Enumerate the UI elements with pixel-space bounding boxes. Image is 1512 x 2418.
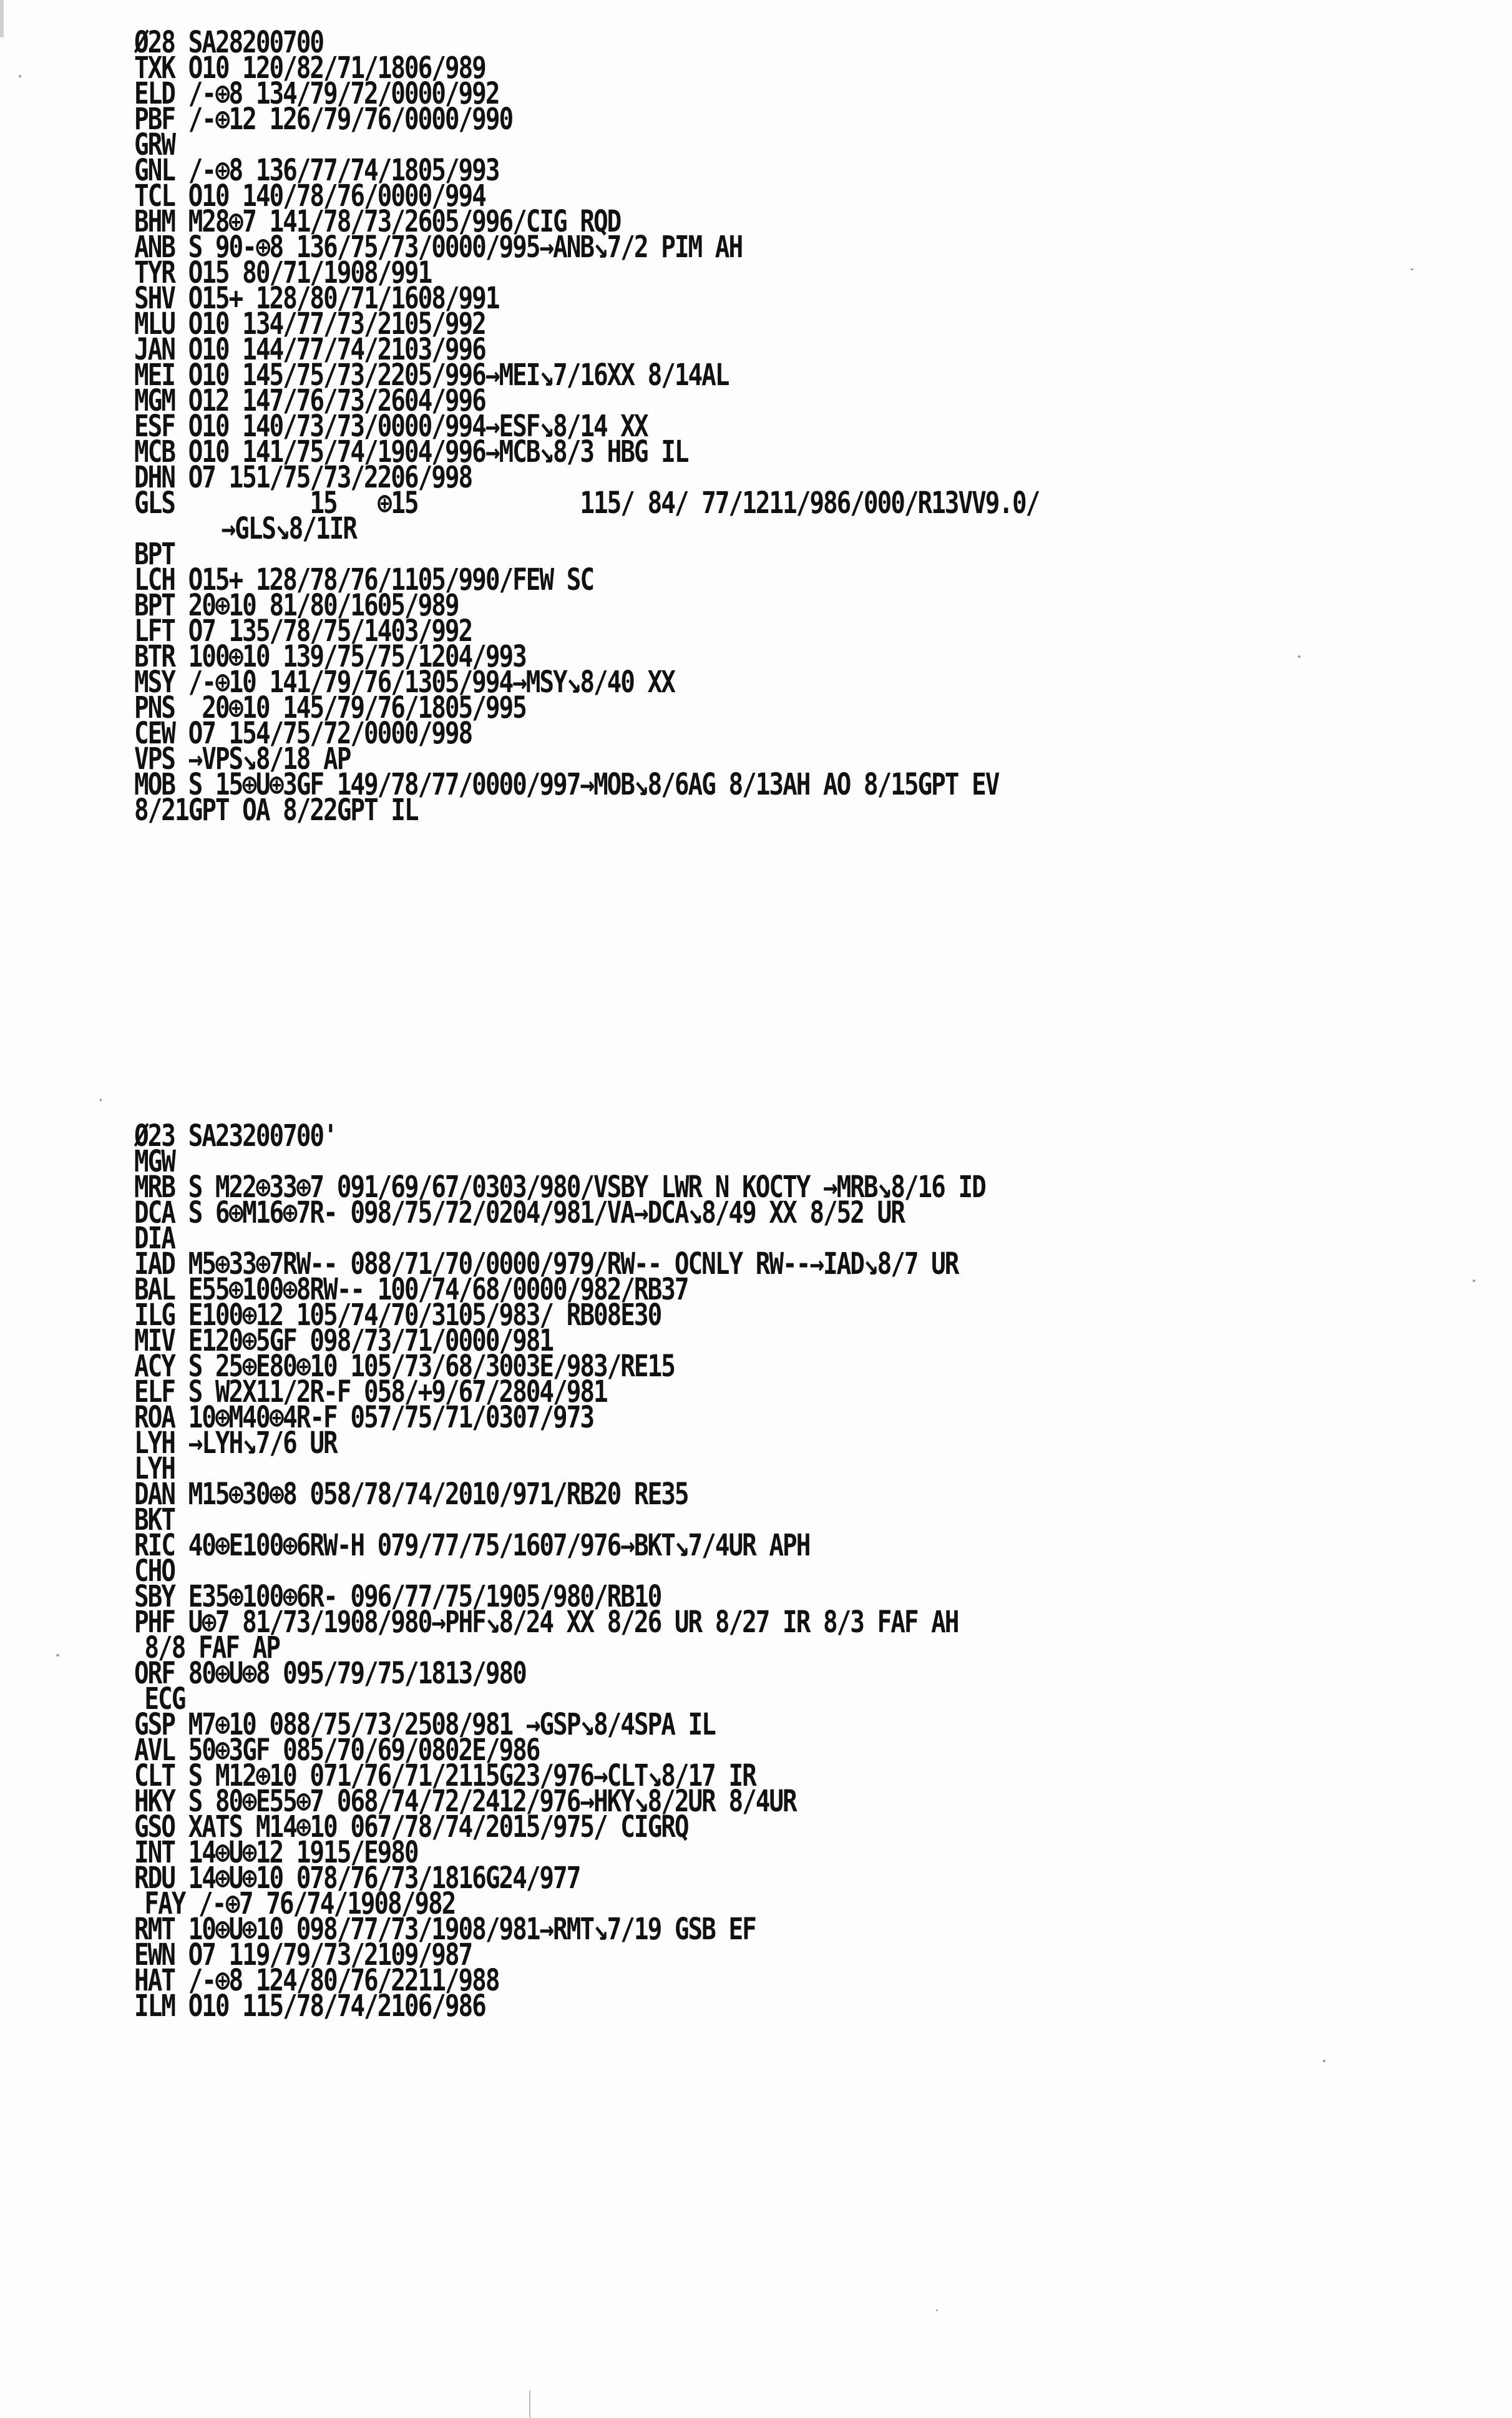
station-line: TYR O15 80/71/1908/991 — [134, 255, 432, 290]
station-continuation-line: 8/21GPT OA 8/22GPT IL — [134, 793, 418, 828]
station-line: MOB S 15⊕U⊕3GF 149/78/77/0000/997→MOB↘8/6AG 8/13AH AO 8/15GPT EV — [134, 767, 999, 802]
paper-edge-mark — [0, 0, 4, 37]
station-line: RIC 40⊕E100⊕6RW-H 079/77/75/1607/976→BKT↘7/4UR APH — [134, 1528, 810, 1563]
paper-speck — [1323, 2060, 1325, 2062]
station-line: ECG — [144, 1681, 185, 1716]
station-line: HKY S 80⊕E55⊕7 068/74/72/2412/976→HKY↘8/2UR 8/4UR — [134, 1784, 796, 1819]
station-line: GRW — [134, 127, 175, 162]
weather-report-block-1 — [134, 25, 1476, 828]
station-line: GSO XATS M14⊕10 067/78/74/2015/975/ CIGRQ — [134, 1809, 688, 1844]
station-line: CLT S M12⊕10 071/76/71/2115G23/976→CLT↘8/17 IR — [134, 1758, 756, 1793]
station-line: RDU 14⊕U⊕10 078/76/73/1816G24/977 — [134, 1861, 580, 1896]
station-line: RMT 10⊕U⊕10 098/77/73/1908/981→RMT↘7/19 GSB EF — [134, 1912, 756, 1947]
station-line: BAL E55⊕100⊕8RW-- 100/74/68/0000/982/RB37 — [134, 1272, 688, 1307]
station-line: GLS 15 ⊕15 115/ 84/ 77/1211/986/000/R13VV9.0/ — [134, 486, 1040, 521]
station-line: ANB S 90-⊕8 136/75/73/0000/995→ANB↘7/2 PIM AH — [134, 230, 743, 265]
paper-speck — [56, 1654, 59, 1657]
paper-fold-mark — [529, 2391, 530, 2418]
station-line: MSY /-⊕10 141/79/76/1305/994→MSY↘8/40 XX — [134, 665, 675, 700]
station-line: MCB O10 141/75/74/1904/996→MCB↘8/3 HBG IL — [134, 434, 688, 469]
station-line: MGW — [134, 1144, 175, 1179]
station-line: PHF U⊕7 81/73/1908/980→PHF↘8/24 XX 8/26 UR 8/27 IR 8/3 FAF AH — [134, 1605, 958, 1640]
station-line: MEI O10 145/75/73/2205/996→MEI↘7/16XX 8/14AL — [134, 358, 729, 393]
station-line: BKT — [134, 1502, 175, 1537]
station-line: EWN O7 119/79/73/2109/987 — [134, 1937, 472, 1972]
station-line: ILG E100⊕12 105/74/70/3105/983/ RB08E30 — [134, 1298, 661, 1333]
station-line: ESF O10 140/73/73/0000/994→ESF↘8/14 XX — [134, 409, 648, 444]
paper-speck — [100, 1099, 102, 1102]
station-line: HAT /-⊕8 124/80/76/2211/988 — [134, 1963, 499, 1998]
station-line: DCA S 6⊕M16⊕7R- 098/75/72/0204/981/VA→DCA↘8/49 XX 8/52 UR — [134, 1195, 904, 1230]
station-line: ELD /-⊕8 134/79/72/0000/992 — [134, 76, 499, 111]
station-line: LCH O15+ 128/78/76/1105/990/FEW SC — [134, 562, 593, 597]
station-line: CHO — [134, 1554, 175, 1588]
station-continuation-line: 8/8 FAF AP — [144, 1630, 280, 1665]
station-line: AVL 50⊕3GF 085/70/69/0802E/986 — [134, 1733, 540, 1768]
station-line: JAN O10 144/77/74/2103/996 — [134, 332, 485, 367]
report-header: Ø28 SA28200700 — [134, 25, 324, 60]
weather-report-block-2 — [134, 1118, 1476, 2024]
station-line: VPS →VPS↘8/18 AP — [134, 742, 351, 776]
station-line: ROA 10⊕M40⊕4R-F 057/75/71/0307/973 — [134, 1400, 593, 1435]
station-line: MRB S M22⊕33⊕7 091/69/67/0303/980/VSBY LWR N KOCTY →MRB↘8/16 ID — [134, 1170, 985, 1205]
station-line: IAD M5⊕33⊕7RW-- 088/71/70/0000/979/RW-- OCNLY RW--→IAD↘8/7 UR — [134, 1246, 958, 1281]
station-line: ACY S 25⊕E80⊕10 105/73/68/3003E/983/RE15 — [134, 1349, 675, 1384]
station-line: ILM O10 115/78/74/2106/986 — [134, 1989, 485, 2024]
station-line: MGM O12 147/76/73/2604/996 — [134, 383, 485, 418]
station-line: ELF S W2X11/2R-F 058/+9/67/2804/981 — [134, 1374, 607, 1409]
paper-speck — [936, 2309, 938, 2311]
station-line: SHV O15+ 128/80/71/1608/991 — [134, 281, 499, 316]
station-line: ORF 80⊕U⊕8 095/79/75/1813/980 — [134, 1656, 526, 1691]
paper-speck — [19, 75, 21, 77]
station-line: GNL /-⊕8 136/77/74/1805/993 — [134, 153, 499, 188]
station-line: INT 14⊕U⊕12 1915/E980 — [134, 1835, 418, 1870]
report-header: Ø23 SA23200700' — [134, 1118, 337, 1153]
station-line: SBY E35⊕100⊕6R- 096/77/75/1905/980/RB10 — [134, 1579, 661, 1614]
station-line: DAN M15⊕30⊕8 058/78/74/2010/971/RB20 RE35 — [134, 1477, 688, 1512]
station-line: DHN O7 151/75/73/2206/998 — [134, 460, 472, 495]
station-line: GSP M7⊕10 088/75/73/2508/981 →GSP↘8/4SPA IL — [134, 1707, 715, 1742]
station-line: LYH — [134, 1451, 175, 1486]
station-line: BPT — [134, 537, 175, 572]
station-line: BHM M28⊕7 141/78/73/2605/996/CIG RQD — [134, 204, 621, 239]
station-line: FAY /-⊕7 76/74/1908/982 — [144, 1886, 456, 1921]
station-line: PNS 20⊕10 145/79/76/1805/995 — [134, 690, 526, 725]
station-line: MIV E120⊕5GF 098/73/71/0000/981 — [134, 1323, 554, 1358]
station-line: CEW O7 154/75/72/0000/998 — [134, 716, 472, 751]
station-line: TCL O10 140/78/76/0000/994 — [134, 179, 485, 213]
station-line: LFT O7 135/78/75/1403/992 — [134, 614, 472, 649]
station-continuation-line: →GLS↘8/1IR — [221, 511, 356, 546]
station-line: BTR 100⊕10 139/75/75/1204/993 — [134, 639, 526, 674]
station-line: MLU O10 134/77/73/2105/992 — [134, 306, 485, 341]
station-line: DIA — [134, 1221, 175, 1256]
station-line: PBF /-⊕12 126/79/76/0000/990 — [134, 102, 513, 137]
station-line: BPT 20⊕10 81/80/1605/989 — [134, 588, 459, 623]
station-line: LYH →LYH↘7/6 UR — [134, 1426, 337, 1461]
station-line: TXK O10 120/82/71/1806/989 — [134, 51, 485, 86]
